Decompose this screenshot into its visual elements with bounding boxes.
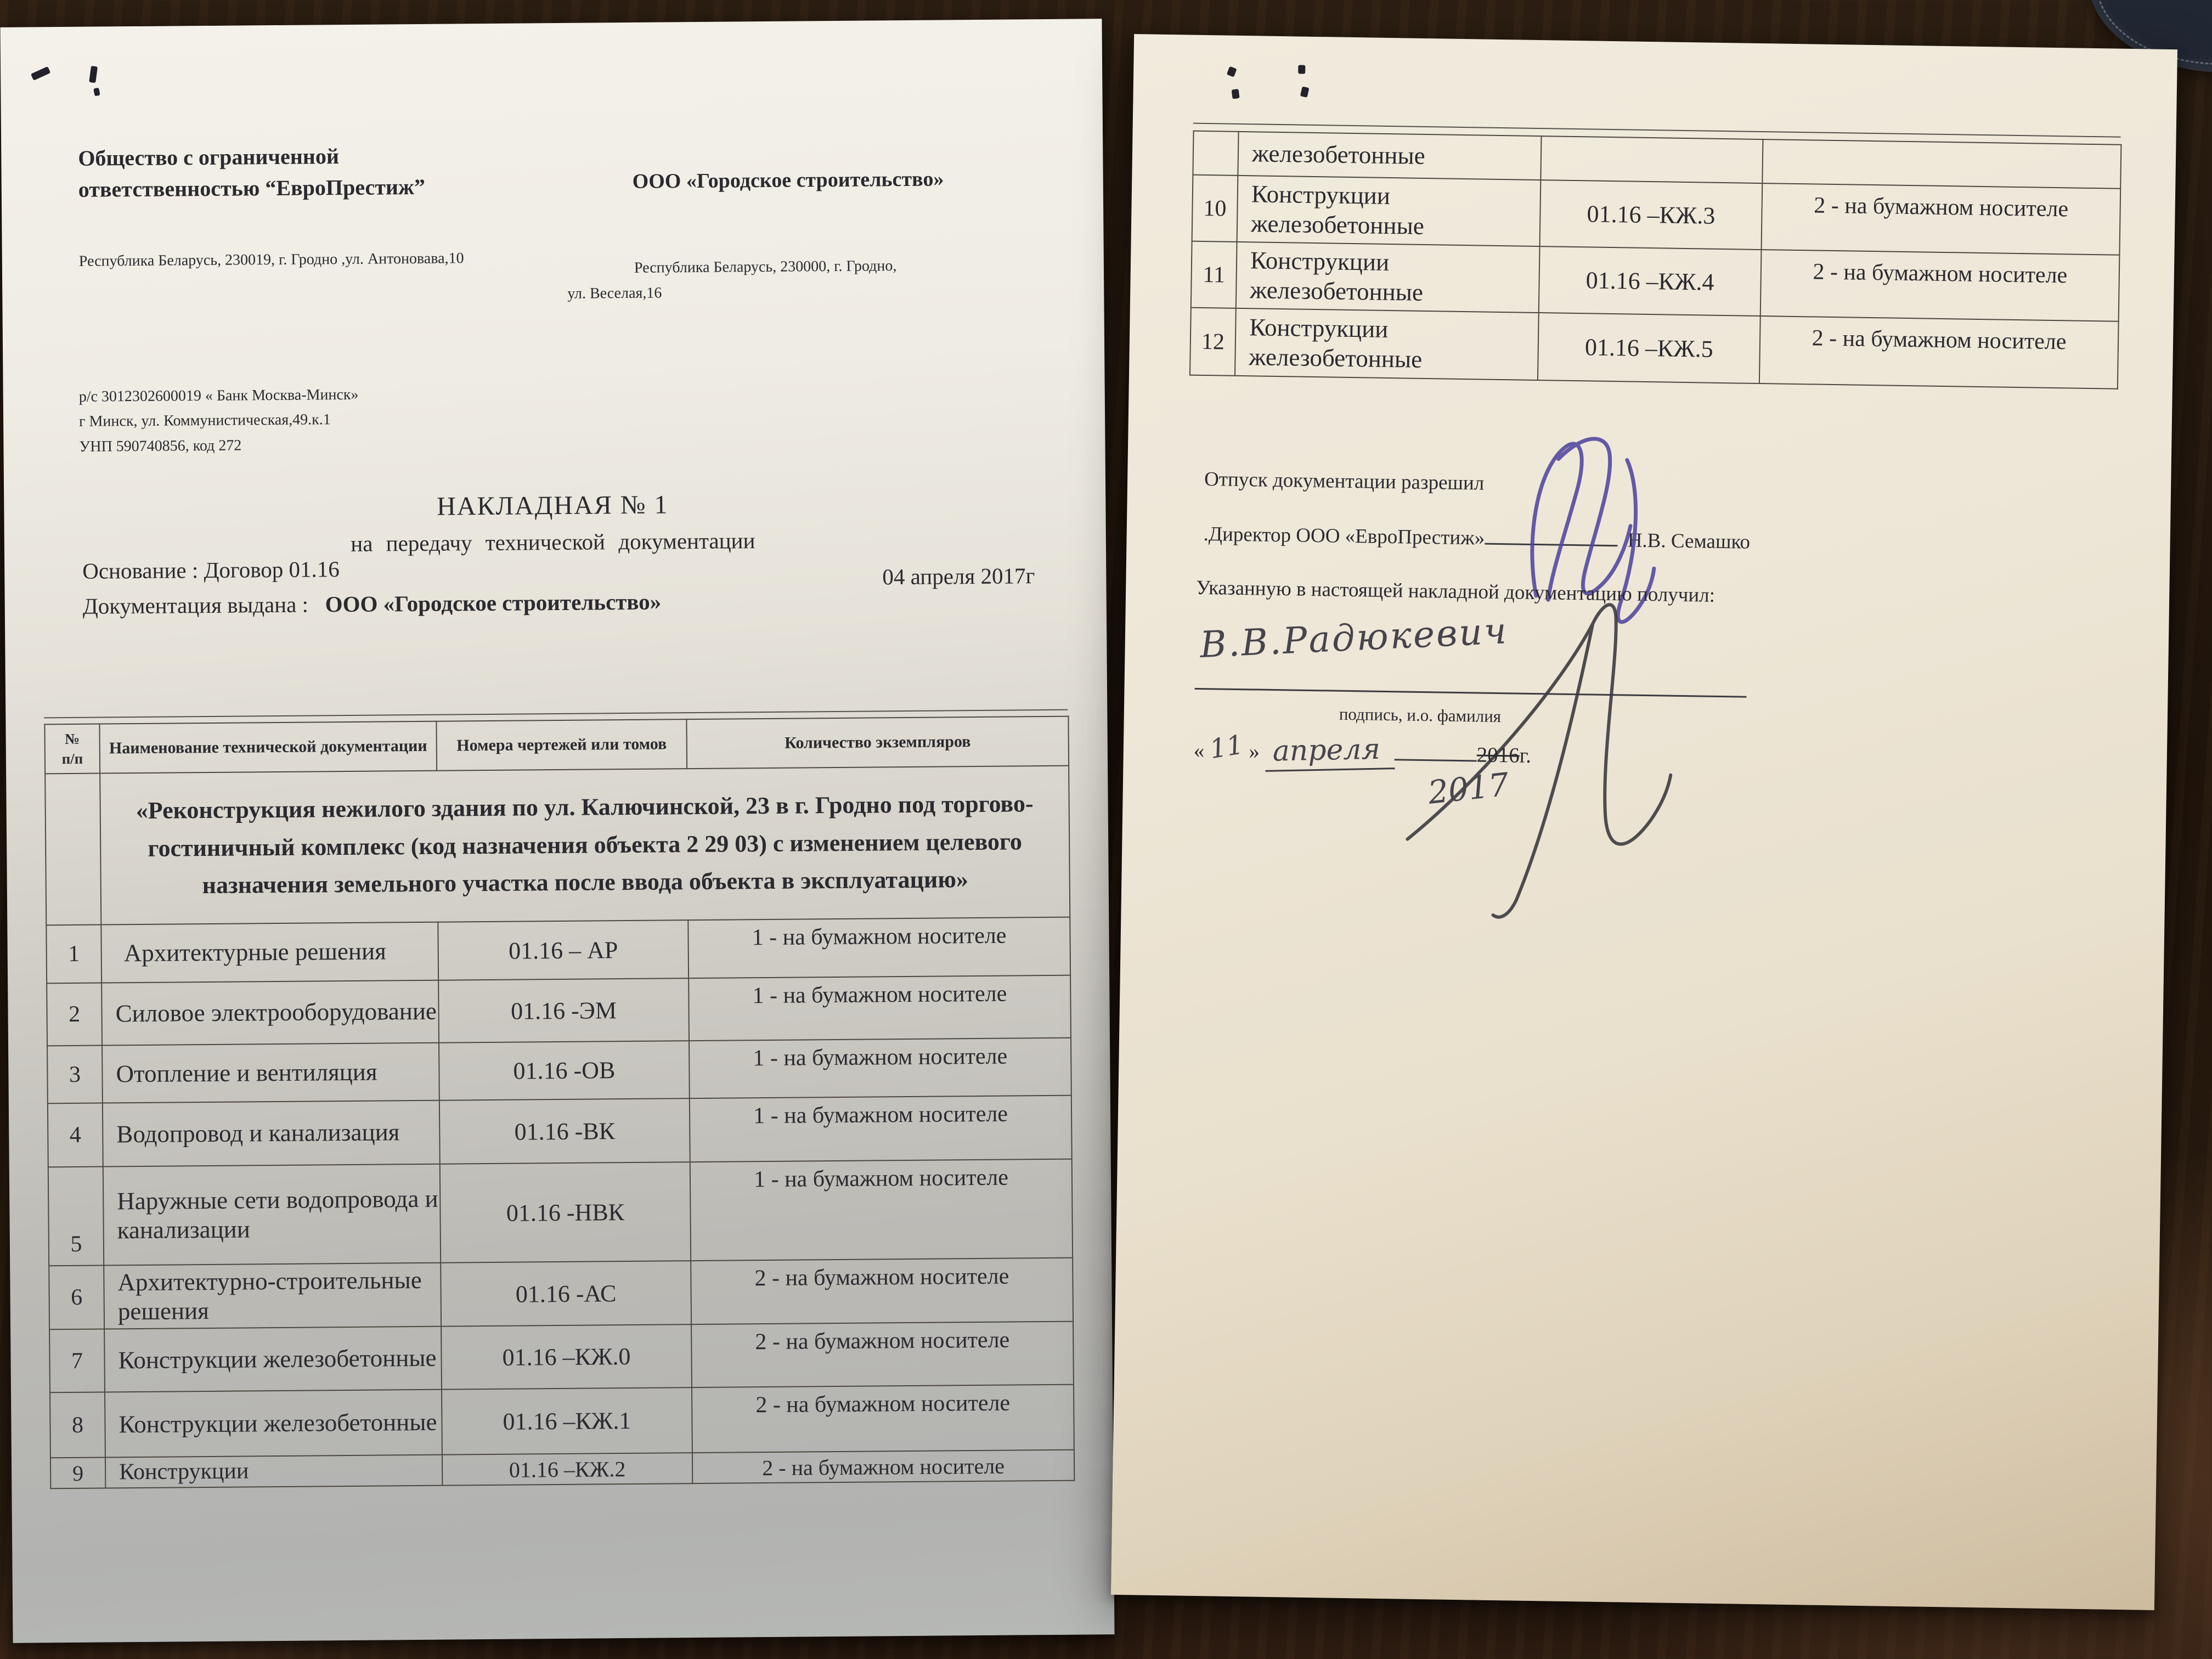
sender-company-name [78, 140, 495, 206]
row-num: 4 [48, 1103, 103, 1167]
row-qty: 2 - на бумажном носителе [1760, 250, 2120, 321]
issued-to-line [83, 589, 662, 619]
table-row [49, 1258, 1073, 1330]
row-num [1193, 131, 1238, 176]
row-doc: 01.16 –КЖ.0 [441, 1324, 692, 1390]
received-date-line [1193, 731, 1531, 774]
row-num: 2 [47, 983, 102, 1046]
table-row [47, 1038, 1071, 1104]
row-name: Конструкции железобетонные [1237, 176, 1541, 246]
row-num: 8 [50, 1392, 105, 1458]
row-qty: 1 - на бумажном носителе [689, 1038, 1071, 1098]
row-name: Конструкции [105, 1455, 442, 1488]
table-row [50, 1385, 1074, 1458]
project-num-cell [45, 774, 101, 926]
documentation-table-page2 [1189, 131, 2121, 390]
row-qty: 2 - на бумажном носителе [691, 1258, 1073, 1324]
table-row [49, 1322, 1074, 1393]
row-doc: 01.16 –КЖ.5 [1538, 313, 1760, 383]
row-doc: 01.16 –КЖ.2 [442, 1453, 692, 1486]
row-name: Конструкции железобетонные [1236, 242, 1540, 313]
row-num: 10 [1192, 175, 1238, 242]
staple-mark [1232, 89, 1240, 99]
col-header-num-top: № [64, 730, 80, 747]
row-doc: 01.16 –КЖ.4 [1539, 246, 1762, 316]
bank-unp-line: УНП 590740856, код 272 [79, 437, 242, 455]
staple-mark [1300, 86, 1310, 97]
col-header-num-bottom: п/п [61, 750, 83, 768]
sender-name-line2: ответственностью “ЕвроПрестиж” [78, 174, 426, 202]
staple-mark [1298, 65, 1305, 74]
project-title-cell: «Реконструкция нежилого здания по ул. Калючинской, 23 в г. Гродно под торгово-гостиничный комплекс (код назначения объекта 2 29 03) с изменением целевого назначения земельного участка после ввода объекта в эксплуатацию» [100, 766, 1070, 925]
director-prefix: .Директор ООО «ЕвроПрестиж» [1203, 523, 1485, 550]
row-doc: 01.16 – АР [438, 920, 689, 980]
documentation-table-page1 [44, 716, 1075, 1489]
row-qty: 2 - на бумажном носителе [1762, 183, 2121, 255]
row-qty: 1 - на бумажном носителе [689, 975, 1071, 1041]
staple-mark [89, 66, 98, 83]
row-num: 12 [1190, 308, 1236, 376]
row-doc: 01.16 -ВК [439, 1098, 690, 1164]
row-doc [1541, 136, 1763, 183]
table-row [48, 1096, 1072, 1167]
signature-caption: подпись, и.о. фамилия [1339, 704, 1502, 726]
table-row [48, 1159, 1073, 1266]
staple-mark [93, 88, 100, 97]
row-name: Наружные сети водопровода и канализации [103, 1164, 441, 1266]
document-page-2 [1111, 34, 2177, 1610]
received-by-label: Указанную в настоящей накладной документацию получил: [1195, 576, 1716, 607]
bank-address-line: г Минск, ул. Коммунистическая,49.к.1 [78, 411, 331, 431]
year-suffix: г. [1519, 743, 1532, 768]
col-header-doc: Номера чертежей или томов [436, 719, 687, 771]
receiver-handwritten-name: В.В.Радюкевич [1199, 610, 1509, 667]
row-name: Водопровод и канализация [103, 1101, 440, 1167]
col-header-qty: Количество экземпляров [686, 716, 1069, 769]
row-qty: 1 - на бумажном носителе [690, 1096, 1072, 1162]
row-num: 11 [1191, 241, 1237, 308]
open-quote: « [1193, 738, 1205, 763]
receiver-address-line2: ул. Веселая,16 [567, 284, 662, 302]
table-row [1190, 308, 2119, 389]
row-name: Конструкции железобетонные [105, 1390, 442, 1458]
staple-mark [1227, 66, 1237, 77]
handwritten-month: апреля [1265, 732, 1395, 772]
document-subtitle: на передачу технической документации [351, 528, 755, 556]
row-num: 6 [49, 1266, 104, 1330]
project-title-row [45, 766, 1070, 926]
document-title: НАКЛАДНАЯ № 1 [436, 490, 669, 521]
table-header-row [44, 716, 1069, 774]
document-page-1 [0, 19, 1114, 1643]
row-name-continuation: железобетонные [1238, 132, 1541, 180]
release-permitted-label: Отпуск документации разрешил [1204, 468, 1485, 495]
row-qty: 1 - на бумажном носителе [688, 917, 1070, 978]
table-row [47, 975, 1071, 1046]
handwritten-year: 2017 [1426, 765, 1511, 811]
director-name: Н.В. Семашко [1627, 529, 1751, 554]
row-doc: 01.16 -ЭМ [438, 978, 689, 1043]
row-qty: 2 - на бумажном носителе [691, 1322, 1074, 1387]
row-name: Силовое электрооборудование [101, 980, 439, 1046]
row-num: 7 [49, 1329, 105, 1393]
col-header-num [44, 724, 100, 774]
receiver-company-name: ООО «Городское строительство» [632, 167, 944, 193]
row-name: Отопление и вентиляция [102, 1043, 439, 1103]
row-name: Архитектурно-строительные решения [104, 1263, 441, 1329]
row-name: Конструкции железобетонные [104, 1327, 442, 1392]
row-doc: 01.16 –КЖ.1 [442, 1387, 692, 1455]
bank-account-line: р/с 3012302600019 « Банк Москва-Минск» [78, 386, 359, 405]
handwritten-day: 11 [1207, 729, 1245, 765]
row-qty: 2 - на бумажном носителе [692, 1450, 1074, 1483]
row-num: 3 [47, 1046, 103, 1104]
staple-mark [31, 66, 50, 81]
row-num: 5 [48, 1167, 104, 1266]
row-doc: 01.16 -ОВ [439, 1041, 690, 1101]
row-num: 9 [50, 1458, 105, 1489]
sender-address: Республика Беларусь, 230019, г. Гродно ,ул. Антоновава,10 [78, 250, 464, 270]
row-name: Архитектурные решения [101, 922, 438, 983]
sender-name-line1: Общество с ограниченной [78, 144, 340, 171]
basis-line: Основание : Договор 01.16 [82, 556, 340, 584]
row-qty [1762, 139, 2121, 189]
row-qty: 2 - на бумажном носителе [692, 1385, 1074, 1453]
row-doc: 01.16 -НВК [440, 1162, 691, 1263]
sender-bank-details [79, 382, 359, 459]
row-name: Конструкции железобетонные [1235, 308, 1539, 380]
receiver-address-line1: Республика Беларусь, 230000, г. Гродно, [634, 257, 897, 276]
issued-label: Документация выдана : [82, 591, 309, 619]
row-doc: 01.16 -АС [441, 1261, 691, 1327]
col-header-name: Наименование технической документации [99, 721, 437, 774]
row-qty: 1 - на бумажном носителе [690, 1159, 1073, 1261]
row-qty: 2 - на бумажном носителе [1759, 316, 2119, 389]
document-date: 04 апреля 2017г [882, 563, 1035, 590]
row-num: 1 [46, 925, 101, 984]
issued-value: ООО «Городское строительство» [325, 589, 662, 617]
date-blank-line [1395, 733, 1477, 761]
table-row [46, 917, 1070, 984]
row-doc: 01.16 –КЖ.3 [1540, 180, 1763, 250]
printed-year-struck: 2016 [1476, 743, 1520, 768]
close-quote: » [1249, 740, 1260, 764]
